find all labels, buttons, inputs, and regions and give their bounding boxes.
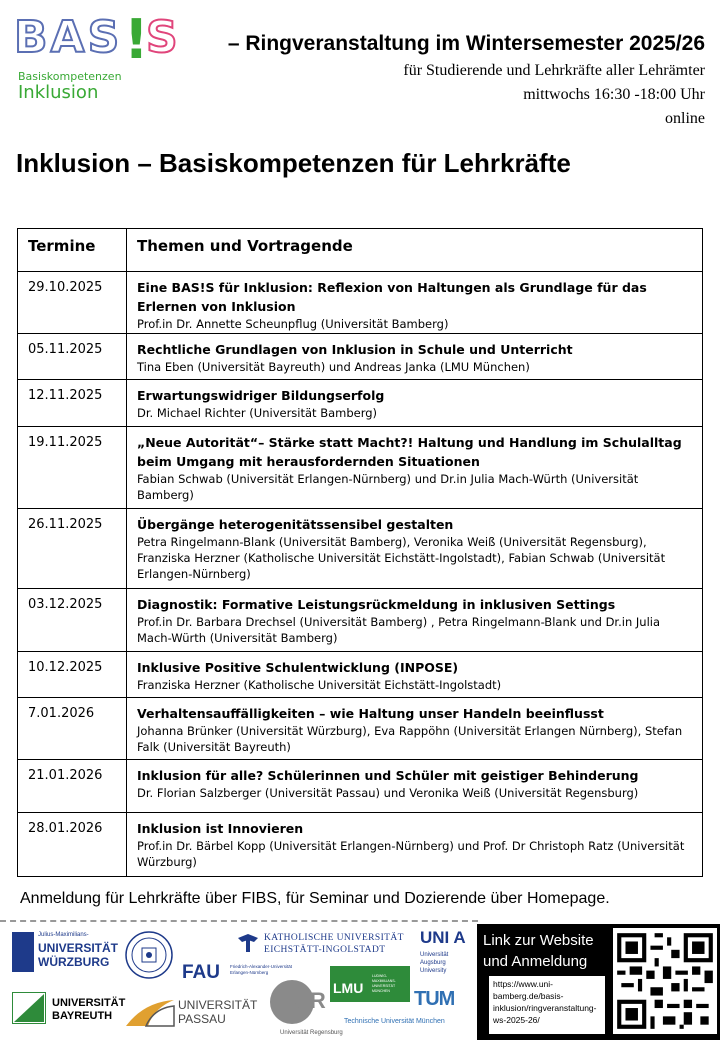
tum-logo: [344, 988, 474, 1028]
schedule-table: [17, 228, 703, 877]
lmu-subtitle: LUDWIG-MAXIMILIANS-UNIVERSITÄT MÜNCHEN: [372, 974, 396, 993]
row-topic: [127, 334, 703, 380]
bayreuth-logo: [12, 992, 127, 1026]
talk-speakers: Dr. Florian Salzberger (Universität Passau) und Veronika Weiß (Universität Regensburg): [137, 786, 639, 800]
passau-line1: UNIVERSITÄT: [178, 998, 258, 1012]
bayreuth-line2: BAYREUTH: [52, 1010, 113, 1022]
logo-word: BAS: [14, 12, 123, 63]
talk-speakers: Johanna Brünker (Universität Würzburg), Eva Rappöhn (Universität Erlangen Nürnberg), Stefan Falk (Universität Bayreuth): [137, 724, 683, 754]
table-row: [18, 427, 703, 509]
row-date: 21.01.2026: [18, 760, 127, 813]
bamberg-seal-icon: [124, 928, 174, 982]
talk-title: Inklusion für alle? Schülerinnen und Schüler mit geistiger Behinderung: [137, 768, 639, 783]
talk-title: Inklusion ist Innovieren: [137, 821, 304, 836]
table-row: [18, 813, 703, 877]
passau-line2: PASSAU: [178, 1012, 226, 1026]
talk-speakers: Dr. Michael Richter (Universität Bamberg): [137, 406, 378, 420]
tum-mark: TUM: [414, 988, 455, 1010]
table-row: [18, 589, 703, 652]
row-date: 05.11.2025: [18, 334, 127, 380]
header-topics: Themen und Vortragende: [127, 229, 703, 272]
eichstaett-logo: [236, 932, 416, 958]
table-row: [18, 380, 703, 427]
talk-title: Diagnostik: Formative Leistungsrückmeldung in inklusiven Settings: [137, 597, 616, 612]
eichstaett-line2: EICHSTÄTT-INGOLSTADT: [264, 945, 386, 955]
talk-title: Eine BAS!S für Inklusion: Reflexion von Haltungen als Grundlage für das Erlernen von Inklusion: [137, 280, 647, 314]
talk-title: Erwartungswidriger Bildungserfolg: [137, 388, 385, 403]
logo-exclamation: !: [124, 8, 149, 71]
header-dates: Termine: [18, 229, 127, 272]
basis-logo: [14, 8, 190, 103]
fau-subtitle: Friedrich-Alexander-Universität Erlangen-Nürnberg: [230, 964, 293, 975]
augsburg-line2: Augsburg: [420, 960, 446, 966]
table-row: [18, 652, 703, 698]
augsburg-line3: University: [420, 968, 447, 974]
row-topic: [127, 509, 703, 589]
talk-title: Übergänge heterogenitätssensibel gestalten: [137, 517, 454, 532]
passau-logo: [124, 994, 264, 1028]
talk-speakers: Petra Ringelmann-Blank (Universität Bamberg), Veronika Weiß (Universität Regensburg), Franziska Herzner (Katholische Universität Eichstätt-Ingolstadt), Fabian Schwab (Universität Erlangen-Nürnberg): [137, 535, 666, 581]
talk-title: Rechtliche Grundlagen von Inklusion in Schule und Unterricht: [137, 342, 573, 357]
row-topic: [127, 698, 703, 760]
link-label: Link zur Website und Anmeldung: [483, 932, 594, 970]
time-text: mittwochs 16:30 -18:00 Uhr: [523, 86, 705, 103]
talk-title: Verhaltensauffälligkeiten – wie Haltung unser Handeln beeinflusst: [137, 706, 604, 721]
divider: [0, 920, 478, 923]
row-topic: [127, 272, 703, 334]
wuerzburg-line1: UNIVERSITÄT: [38, 941, 119, 955]
row-topic: [127, 652, 703, 698]
talk-speakers: Franziska Herzner (Katholische Universität Eichstätt-Ingolstadt): [137, 678, 502, 692]
tum-name: Technische Universität München: [344, 1018, 445, 1025]
table-row: [18, 334, 703, 380]
website-link[interactable]: https://www.uni-bamberg.de/basis-inklusion/ringveranstaltung-ws-2025-26/: [489, 976, 605, 1034]
bayreuth-mark-icon: [12, 992, 46, 1024]
talk-speakers: Prof.in Dr. Annette Scheunpflug (Universität Bamberg): [137, 317, 449, 331]
wuerzburg-small: Julius-Maximilians-: [38, 932, 89, 938]
row-date: 12.11.2025: [18, 380, 127, 427]
fau-mark: FAU: [182, 962, 220, 983]
row-date: 29.10.2025: [18, 272, 127, 334]
row-topic: [127, 427, 703, 509]
audience-text: für Studierende und Lehrkräfte aller Lehrämter: [403, 62, 705, 79]
eichstaett-line1: KATHOLISCHE UNIVERSITÄT: [264, 933, 404, 943]
lmu-mark: LMU: [333, 980, 364, 996]
talk-title: Inklusive Positive Schulentwicklung (INPOSE): [137, 660, 459, 675]
table-header-row: [18, 229, 703, 272]
mode-text: online: [665, 110, 705, 127]
header-info: [228, 32, 705, 128]
talk-speakers: Prof.in Dr. Bärbel Kopp (Universität Erlangen-Nürnberg) und Prof. Dr Christoph Ratz (Universität Würzburg): [137, 839, 685, 869]
row-date: 19.11.2025: [18, 427, 127, 509]
logo-subtitle: Basiskompetenzen: [18, 70, 122, 83]
page-title: Inklusion – Basiskompetenzen für Lehrkräfte: [16, 148, 571, 178]
row-topic: [127, 589, 703, 652]
logo-s: S: [146, 12, 178, 63]
bayreuth-line1: UNIVERSITÄT: [52, 997, 126, 1009]
ur-mark: UR: [294, 988, 326, 1013]
row-date: 28.01.2026: [18, 813, 127, 877]
row-topic: [127, 813, 703, 877]
eagle-icon: [236, 932, 260, 956]
row-topic: [127, 380, 703, 427]
row-date: 03.12.2025: [18, 589, 127, 652]
talk-title: „Neue Autorität“– Stärke statt Macht?! Haltung und Handlung im Schulalltag beim Umgang mit herausfordernden Situationen: [137, 435, 682, 469]
talk-speakers: Prof.in Dr. Barbara Drechsel (Universität Bamberg) , Petra Ringelmann-Blank und Dr.in Julia Mach-Würth (Universität Bamberg): [137, 615, 661, 645]
registration-note: Anmeldung für Lehrkräfte über FIBS, für Seminar und Dozierende über Homepage.: [20, 890, 610, 907]
augsburg-mark: UNI A: [420, 928, 466, 947]
wuerzburg-logo: [12, 932, 119, 976]
row-date: 10.12.2025: [18, 652, 127, 698]
augsburg-logo: [418, 928, 466, 984]
qr-code-icon[interactable]: [613, 928, 717, 1034]
passau-mark-icon: [124, 998, 176, 1028]
logo-inklusion: Inklusion: [18, 82, 99, 103]
row-topic: [127, 760, 703, 813]
table-row: [18, 272, 703, 334]
talk-speakers: Fabian Schwab (Universität Erlangen-Nürnberg) und Dr.in Julia Mach-Würth (Universität Bamberg): [137, 472, 639, 502]
talk-speakers: Tina Eben (Universität Bayreuth) und Andreas Janka (LMU München): [137, 360, 530, 374]
table-row: [18, 698, 703, 760]
event-title: – Ringveranstaltung im Wintersemester 2025/26: [227, 32, 705, 55]
augsburg-line1: Universität: [420, 952, 449, 958]
ur-name: Universität Regensburg: [280, 1030, 343, 1036]
table-row: [18, 509, 703, 589]
row-date: 7.01.2026: [18, 698, 127, 760]
row-date: 26.11.2025: [18, 509, 127, 589]
wuerzburg-line2: WÜRZBURG: [38, 955, 110, 969]
table-row: [18, 760, 703, 813]
